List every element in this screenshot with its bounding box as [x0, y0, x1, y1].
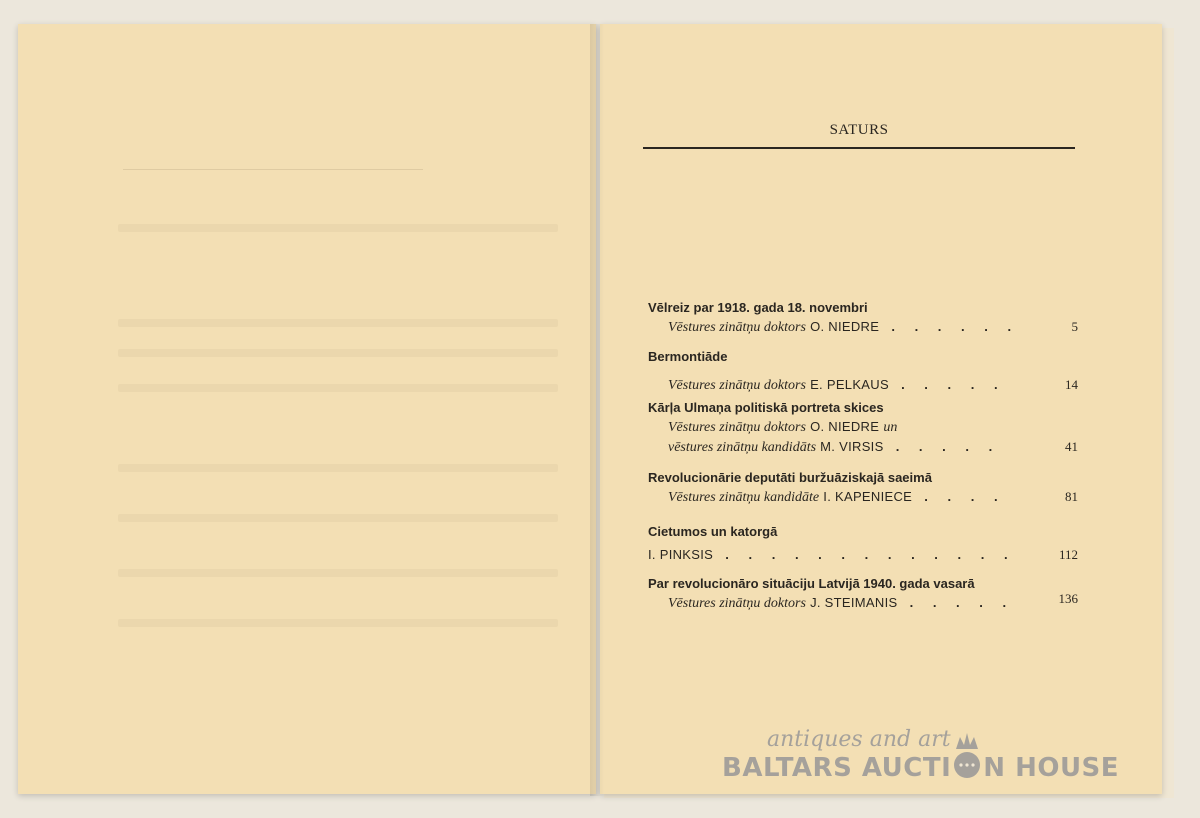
entry-author-line — [648, 545, 1078, 565]
author-name: I. PINKSIS — [648, 547, 714, 562]
show-through-text — [118, 319, 558, 327]
watermark-brand-left: BALTARS AUCTI — [722, 753, 952, 783]
dot-leader: . . . . . — [895, 439, 1001, 454]
page-title: SATURS — [829, 122, 889, 138]
book-spine — [590, 24, 604, 796]
toc-entry — [648, 574, 1078, 613]
toc-entry — [648, 522, 1078, 565]
show-through-text — [118, 569, 558, 577]
entry-author-line — [648, 437, 1078, 457]
watermark-tagline: antiques and art — [767, 727, 951, 752]
entry-author-line — [648, 375, 1078, 395]
dot-leader: . . . . . . . . . . . . . — [725, 547, 1016, 562]
page-number: 41 — [1065, 439, 1078, 454]
page-number: 112 — [1058, 547, 1078, 562]
entry-title: Kārļa Ulmaņa politiskā portreta skices — [648, 400, 884, 415]
show-through-text — [118, 514, 558, 522]
page-number: 14 — [1065, 377, 1078, 392]
dot-leader: . . . . . . — [891, 319, 1020, 334]
dot-leader: . . . . — [924, 489, 1006, 504]
author-name: O. NIEDRE — [810, 419, 880, 434]
author-role: Vēstures zinātņu doktors — [668, 420, 806, 435]
show-through-text — [118, 619, 558, 627]
crown-o-icon — [952, 751, 982, 779]
watermark-brand — [722, 751, 1119, 783]
show-through-text — [118, 384, 558, 392]
show-through-text — [118, 464, 558, 472]
author-role: Vēstures zinātņu doktors — [668, 378, 806, 393]
dot-leader: . . . . . — [909, 595, 1015, 610]
toc-entry — [648, 347, 1078, 395]
page-number: 136 — [1058, 591, 1078, 606]
left-page — [18, 24, 596, 794]
author-role: Vēstures zinātņu doktors — [668, 320, 806, 335]
show-through-rule — [123, 169, 423, 170]
entry-title: Vēlreiz par 1918. gada 18. novembri — [648, 300, 868, 315]
entry-title: Cietumos un katorgā — [648, 524, 778, 539]
page-number: 5 — [1071, 319, 1078, 334]
author-name: I. KAPENIECE — [823, 489, 913, 504]
entry-author-line — [648, 417, 1078, 437]
author-name: E. PELKAUS — [810, 377, 889, 392]
entry-title: Revolucionārie deputāti buržuāziskajā saeimā — [648, 470, 932, 485]
author-conjunction: un — [883, 420, 898, 435]
author-role: Vēstures zinātņu doktors — [668, 596, 806, 611]
show-through-text — [118, 224, 558, 232]
title-rule — [643, 147, 1075, 149]
author-name: O. NIEDRE — [810, 319, 880, 334]
entry-author-line — [648, 487, 1078, 507]
watermark — [722, 727, 1122, 797]
toc-entry — [648, 468, 1078, 507]
toc-entry — [648, 398, 1078, 457]
author-name: J. STEIMANIS — [810, 595, 898, 610]
author-role: Vēstures zinātņu kandidāte — [668, 490, 820, 505]
watermark-brand-right: N HOUSE — [983, 753, 1120, 783]
entry-author-line — [648, 317, 1078, 337]
author-role: vēstures zinātņu kandidāts — [668, 440, 817, 455]
show-through-text — [118, 349, 558, 357]
entry-author-line — [648, 593, 1078, 613]
dot-leader: . . . . . — [901, 377, 1006, 392]
author-name: M. VIRSIS — [820, 439, 884, 454]
toc-entry — [648, 298, 1078, 337]
entry-title: Bermontiāde — [648, 349, 728, 364]
page-number: 81 — [1065, 489, 1078, 504]
entry-title: Par revolucionāro situāciju Latvijā 1940. gada vasarā — [648, 576, 975, 591]
